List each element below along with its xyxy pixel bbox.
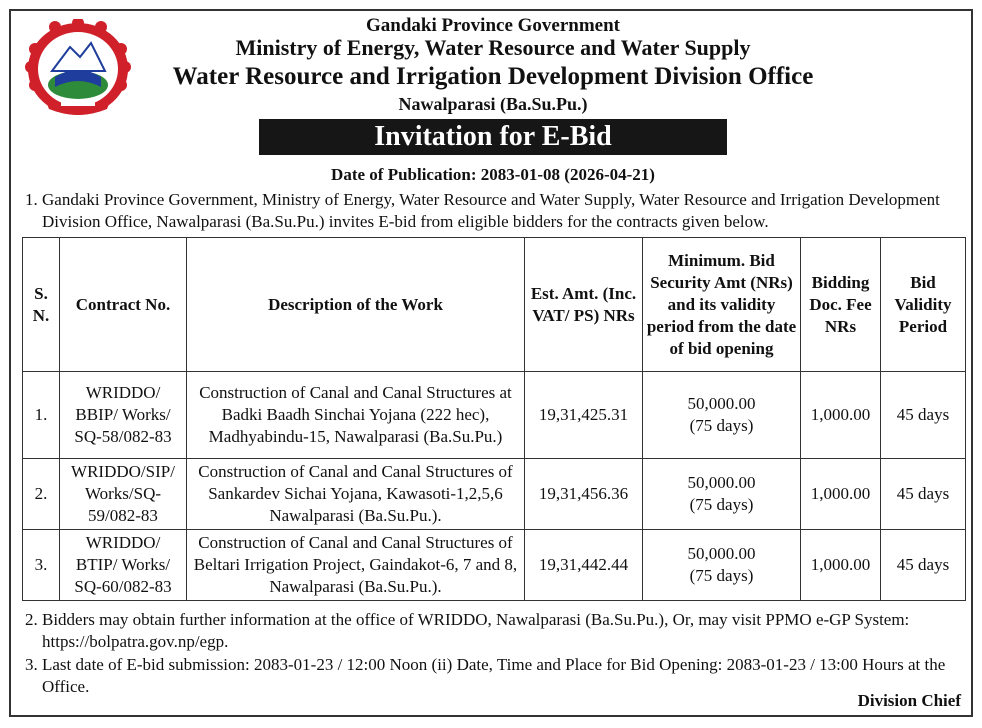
notice-frame xyxy=(9,9,973,717)
cell-sn: 3. xyxy=(23,530,60,601)
header-description: Description of the Work xyxy=(187,238,525,372)
security-period: (75 days) xyxy=(689,566,754,585)
security-period: (75 days) xyxy=(689,495,754,514)
contracts-table xyxy=(22,237,966,601)
cell-fee: 1,000.00 xyxy=(801,530,881,601)
security-period: (75 days) xyxy=(689,416,754,435)
note3-number: 3. xyxy=(25,655,38,674)
header-fee: Bidding Doc. Fee NRs xyxy=(801,238,881,372)
table-row xyxy=(23,372,966,459)
cell-validity: 45 days xyxy=(881,530,966,601)
office-location: Nawalparasi (Ba.Su.Pu.) xyxy=(398,94,588,114)
note2-text: Bidders may obtain further information at the office of WRIDDO, Nawalparasi (Ba.Su.Pu.), Or, may visit PPMO e-GP System: https://bolpatra.gov.np/egp. xyxy=(42,610,910,651)
header-security: Minimum. Bid Security Amt (NRs) and its validity period from the date of bid opening xyxy=(643,238,801,372)
table-header-row xyxy=(23,238,966,372)
security-amount: 50,000.00 xyxy=(687,473,756,492)
table-row xyxy=(23,459,966,530)
publication-date: Date of Publication: 2083-01-08 (2026-04-21) xyxy=(331,165,655,184)
cell-estimate: 19,31,425.31 xyxy=(525,372,643,459)
security-amount: 50,000.00 xyxy=(687,394,756,413)
cell-estimate: 19,31,442.44 xyxy=(525,530,643,601)
note2-number: 2. xyxy=(25,610,38,629)
cell-validity: 45 days xyxy=(881,459,966,530)
header-estimate: Est. Amt. (Inc. VAT/ PS) NRs xyxy=(525,238,643,372)
province-name: Gandaki Province Government xyxy=(365,15,621,36)
cell-description: Construction of Canal and Canal Structures at Badki Baadh Sinchai Yojana (222 hec), Madhyabindu-15, Nawalparasi (Ba.Su.Pu.) xyxy=(187,372,525,459)
cell-security xyxy=(643,530,801,601)
notice-title: Invitation for E-Bid xyxy=(259,119,727,155)
intro-number: 1. xyxy=(25,190,38,209)
signature-title: Division Chief xyxy=(857,691,961,710)
note3-text: Last date of E-bid submission: 2083-01-23 / 12:00 Noon (ii) Date, Time and Place for Bid Opening: 2083-01-23 / 13:00 Hours at the Office. xyxy=(42,655,946,696)
cell-contract: WRIDDO/ BBIP/ Works/ SQ-58/082-83 xyxy=(60,372,187,459)
cell-sn: 1. xyxy=(23,372,60,459)
header-validity: Bid Validity Period xyxy=(881,238,966,372)
cell-sn: 2. xyxy=(23,459,60,530)
cell-description: Construction of Canal and Canal Structures of Sankardev Sichai Yojana, Kawasoti-1,2,5,6 Nawalparasi (Ba.Su.Pu.). xyxy=(187,459,525,530)
cell-contract: WRIDDO/SIP/ Works/SQ-59/082-83 xyxy=(60,459,187,530)
cell-fee: 1,000.00 xyxy=(801,459,881,530)
cell-security xyxy=(643,372,801,459)
office-name: Water Resource and Irrigation Development Division Office xyxy=(172,63,814,90)
intro-text: Gandaki Province Government, Ministry of Energy, Water Resource and Water Supply, Water Resource and Irrigation Development Division Office, Nawalparasi (Ba.Su.Pu.) invites E-bid from eligible bidders for the contracts given below. xyxy=(42,190,940,231)
cell-fee: 1,000.00 xyxy=(801,372,881,459)
header-sn: S. N. xyxy=(23,238,60,372)
cell-description: Construction of Canal and Canal Structures of Beltari Irrigation Project, Gaindakot-6, 7 and 8, Nawalparasi (Ba.Su.Pu.). xyxy=(187,530,525,601)
security-amount: 50,000.00 xyxy=(687,544,756,563)
ministry-name: Ministry of Energy, Water Resource and Water Supply xyxy=(235,35,751,60)
header-contract: Contract No. xyxy=(60,238,187,372)
cell-security xyxy=(643,459,801,530)
table-row xyxy=(23,530,966,601)
cell-estimate: 19,31,456.36 xyxy=(525,459,643,530)
cell-validity: 45 days xyxy=(881,372,966,459)
cell-contract: WRIDDO/ BTIP/ Works/ SQ-60/082-83 xyxy=(60,530,187,601)
